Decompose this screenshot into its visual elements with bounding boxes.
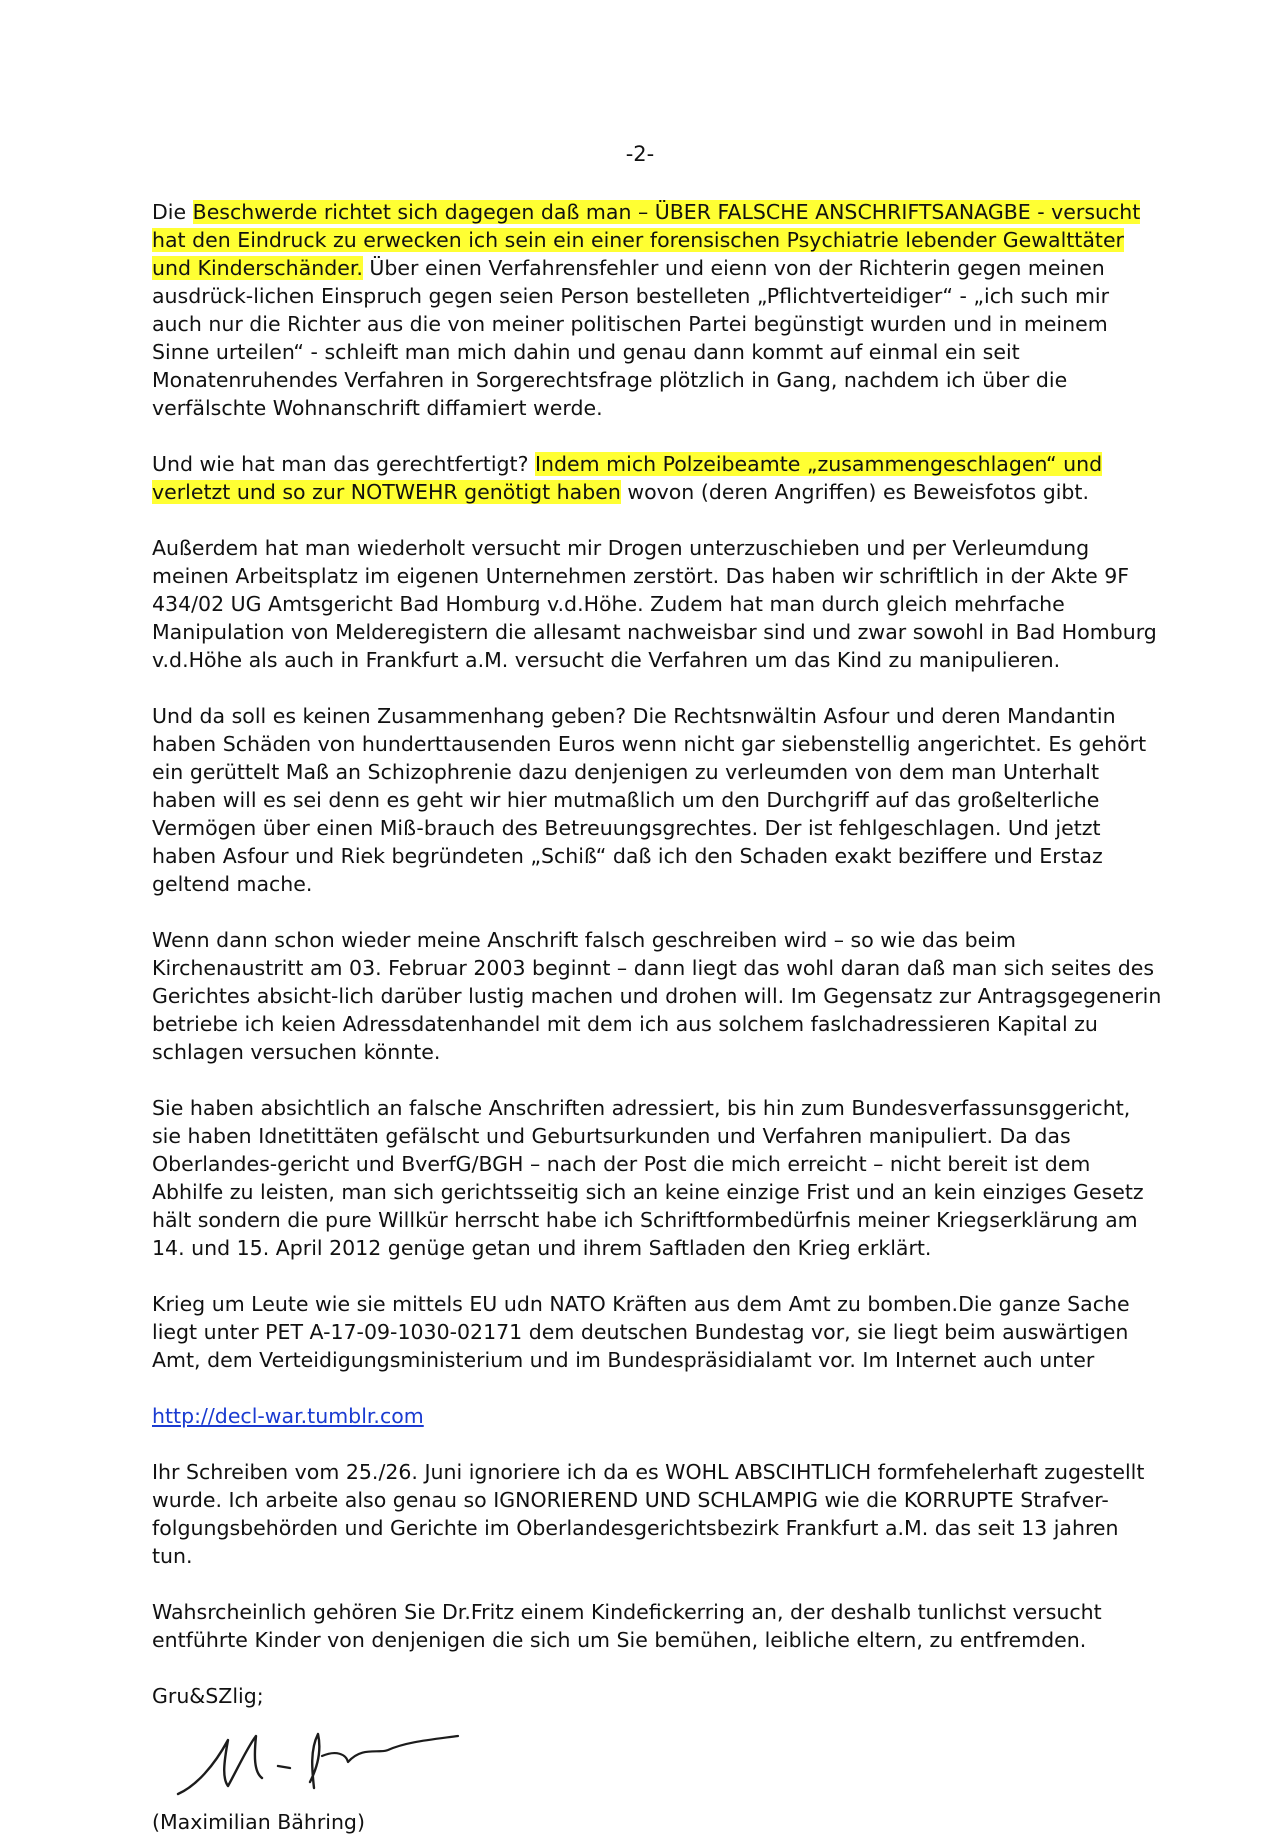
paragraph-5: Wenn dann schon wieder meine Anschrift falsch geschreiben wird – so wie das beim Kirchenaustritt am 03. Februar 2003 beginnt – dann liegt das wohl daran daß man sich seites des Gerichtes absicht-lich darüber lustig machen und drohen will. Im Gegensatz zur Antragsgegenerin betriebe ich keien Adressdatenhandel mit dem ich aus solchem faslchadressieren Kapital zu schlagen versuchen könnte. — [152, 928, 1162, 1064]
paragraph-8: Ihr Schreiben vom 25./26. Juni ignoriere ich da es WOHL ABSCIHTLICH formfehelerhaft zugestellt wurde. Ich arbeite also genau so IGNORIEREND UND SCHLAMPIG wie die KORRUPTE Strafver-folgungsbehörden und Gerichte im Oberlandesgerichtsbezirk Frankfurt a.M. das seit 13 jahren tun. — [152, 1460, 1145, 1568]
paragraph-3: Außerdem hat man wiederholt versucht mir Drogen unterzuschieben und per Verleumdung meinen Arbeitsplatz im eigenen Unternehmen zerstört. Das haben wir schriftlich in der Akte 9F 434/02 UG Amtsgericht Bad Homburg v.d.Höhe. Zudem hat man durch gleich mehrfache Manipulation von Melderegistern die allesamt nachweisbar sind und zwar sowohl in Bad Homburg v.d.Höhe als auch in Frankfurt a.M. versucht die Verfahren um das Kind zu manipulieren. — [152, 536, 1157, 672]
link-paragraph — [152, 1402, 1162, 1430]
paragraph-2-rest: wovon (deren Angriffen) es Beweisfotos gibt. — [620, 480, 1089, 504]
paragraph-4: Und da soll es keinen Zusammenhang geben? Die Rechtsnwältin Asfour und deren Mandantin haben Schäden von hunderttausenden Euros wenn nicht gar siebenstellig angerichtet. Es gehört ein gerüttelt Maß an Schizophrenie dazu denjenigen zu verleumden von dem man Unterhalt haben will es sei denn es geht wir hier mutmaßlich um den Durchgriff auf das großelterliche Vermögen über einen Miß-brauch des Betreuungsgrechtes. Der ist fehlgeschlagen. Und jetzt haben Asfour und Riek begründeten „Schiß“ daß ich den Schaden exakt beziffere und Erstaz geltend mache. — [152, 704, 1147, 896]
handwritten-signature — [166, 1716, 466, 1808]
letter-body — [152, 198, 1162, 1836]
paragraph-2-lead: Und wie hat man das gerechtfertigt? — [152, 452, 535, 476]
paragraph-7: Krieg um Leute wie sie mittels EU udn NATO Kräften aus dem Amt zu bomben.Die ganze Sache liegt unter PET A-17-09-1030-02171 dem deutschen Bundestag vor, sie liegt beim auswärtigen Amt, dem Verteidigungsministerium und im Bundespräsidialamt vor. Im Internet auch unter — [152, 1292, 1130, 1372]
paragraph-1-rest: Über einen Verfahrensfehler und eienn von der Richterin gegen meinen ausdrück-lichen Einspruch gegen seien Person bestelleten „Pflichtverteidiger“ - „ich such mir auch nur die Richter aus die von meiner politischen Partei begünstigt wurden und in meinem Sinne urteilen“ - schleift man mich dahin und genau dann kommt auf einmal ein seit Monatenruhendes Verfahren in Sorgerechtsfrage plötzlich in Gang, nachdem ich über die verfälschte Wohnanschrift diffamiert werde. — [152, 256, 1110, 420]
highlighted-text-1: Beschwerde richtet sich dagegen daß man – ÜBER FALSCHE ANSCHRIFTSANAGBE - versucht hat den Eindruck zu erwecken ich sein ein einer forensischen Psychiatrie lebender Gewalttäter und Kinderschänder. — [152, 200, 1141, 280]
paragraph-1 — [152, 198, 1162, 422]
paragraph-2 — [152, 450, 1162, 506]
paragraph-1-lead: Die — [152, 200, 193, 224]
highlighted-text-2: Indem mich Polzeibeamte „zusammengeschlagen“ und verletzt und so zur NOTWEHR genötigt haben — [152, 452, 1103, 504]
closing-greeting: Gru&SZlig; — [152, 1684, 264, 1708]
page-number: -2- — [625, 142, 655, 166]
paragraph-9: Wahsrcheinlich gehören Sie Dr.Fritz einem Kindefickerring an, der deshalb tunlichst versucht entführte Kinder von denjenigen die sich um Sie bemühen, leibliche eltern, zu entfremden. — [152, 1600, 1102, 1652]
website-link[interactable]: http://decl-war.tumblr.com — [152, 1404, 424, 1428]
signer-name: (Maximilian Bähring) — [152, 1810, 365, 1834]
paragraph-6: Sie haben absichtlich an falsche Anschriften adressiert, bis hin zum Bundesverfassunsggericht, sie haben Idnetittäten gefälscht und Geburtsurkunden und Verfahren manipuliert. Da das Oberlandes-gericht und BverfG/BGH – nach der Post die mich erreicht – nicht bereit ist dem Abhilfe zu leisten, man sich gerichtsseitig sich an keine einzige Frist und an kein einziges Gesetz hält sondern die pure Willkür herrscht habe ich Schriftformbedürfnis meiner Kriegserklärung am 14. und 15. April 2012 genüge getan und ihrem Saftladen den Krieg erklärt. — [152, 1096, 1144, 1260]
